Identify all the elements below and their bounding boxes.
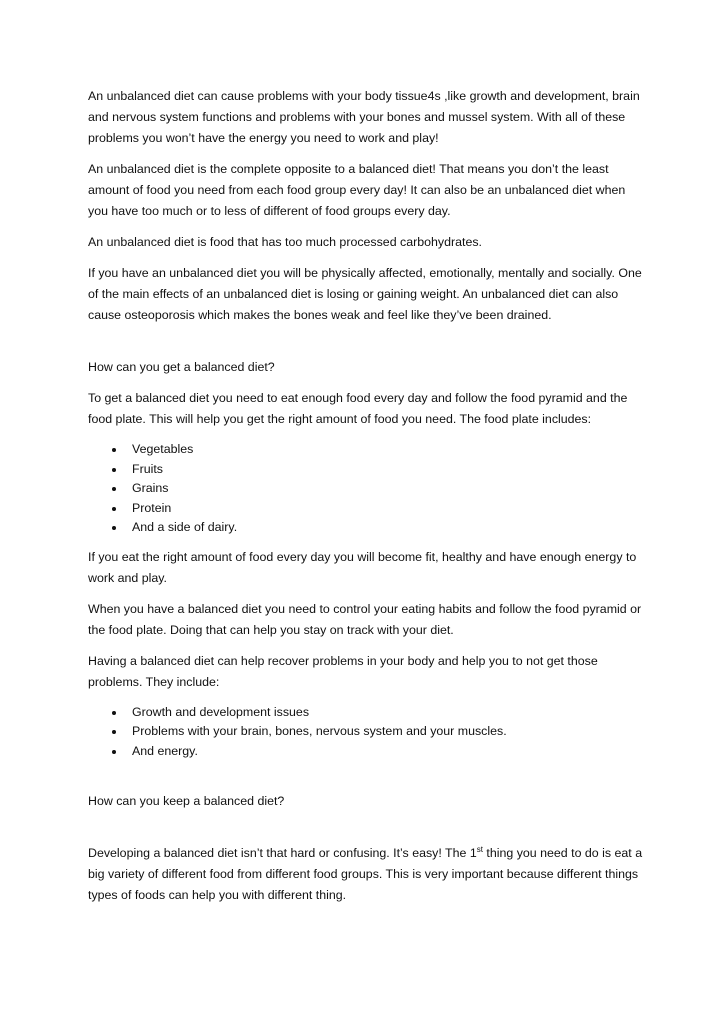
paragraph-developing-diet-end: thing you need to do is eat a big variety of different food from different food groups. This is very important because different things types of foods can help you with different thing.: [88, 846, 643, 902]
list-item: And a side of dairy.: [88, 518, 648, 538]
list-item: Fruits: [88, 460, 648, 480]
heading-get-balanced-diet: How can you get a balanced diet?: [88, 360, 275, 374]
list-item: Vegetables: [88, 440, 648, 460]
document-page: [88, 86, 648, 916]
heading-keep-balanced-diet: How can you keep a balanced diet?: [88, 794, 285, 808]
paragraph-effects: If you have an unbalanced diet you will be physically affected, emotionally, mentally and socially. One of the main effects of an unbalanced diet is losing or gaining weight. An unbalanced diet can also cause osteoporosis which makes the bones weak and feel like they’ve been drained.: [88, 266, 642, 322]
paragraph-right-amount: If you eat the right amount of food every day you will become fit, healthy and have enough energy to work and play.: [88, 549, 637, 585]
problems-list: [88, 703, 648, 762]
list-item: Growth and development issues: [88, 703, 648, 723]
list-item: Grains: [88, 479, 648, 499]
list-item: Protein: [88, 499, 648, 519]
paragraph-unbalanced-intro: An unbalanced diet can cause problems with your body tissue4s ,like growth and development, brain and nervous system functions and problems with your bones and mussel system. With all of these problems you won’t have the energy you need to work and play!: [88, 89, 640, 145]
paragraph-unbalanced-definition: An unbalanced diet is the complete opposite to a balanced diet! That means you don’t the least amount of food you need from each food group every day! It can also be an unbalanced diet when you have too much or to less of different of food groups every day.: [88, 162, 626, 218]
paragraph-developing-diet-start: Developing a balanced diet isn’t that hard or confusing. It’s easy! The 1: [88, 846, 477, 860]
list-item: And energy.: [88, 742, 648, 762]
food-plate-list: [88, 440, 648, 538]
paragraph-recover-problems: Having a balanced diet can help recover problems in your body and help you to not get those problems. They include:: [88, 653, 598, 689]
list-item: Problems with your brain, bones, nervous system and your muscles.: [88, 722, 648, 742]
paragraph-developing-diet: [88, 843, 648, 906]
paragraph-food-plate-intro: To get a balanced diet you need to eat enough food every day and follow the food pyramid and the food plate. This will help you get the right amount of food you need. The food plate includes:: [88, 391, 628, 426]
paragraph-processed-carbs: An unbalanced diet is food that has too much processed carbohydrates.: [88, 235, 482, 249]
ordinal-suffix: st: [476, 844, 483, 854]
paragraph-eating-habits: When you have a balanced diet you need to control your eating habits and follow the food pyramid or the food plate. Doing that can help you stay on track with your diet.: [88, 601, 642, 637]
